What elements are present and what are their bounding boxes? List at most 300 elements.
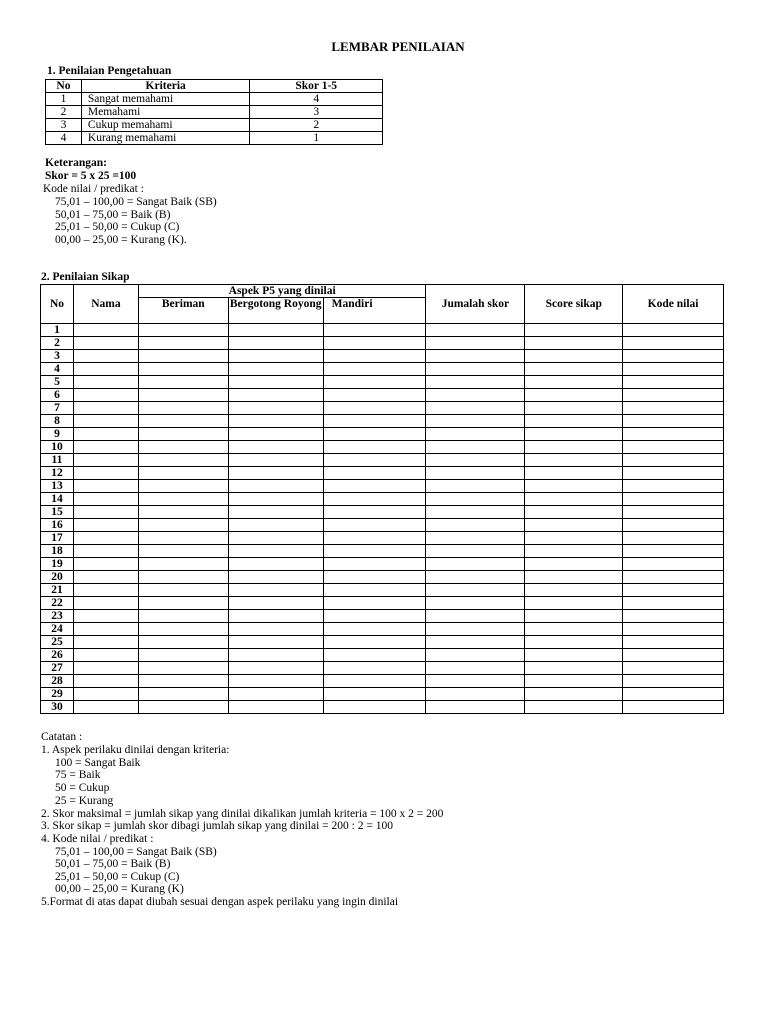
- cell-jumlah-skor[interactable]: [426, 558, 525, 571]
- cell-beriman[interactable]: [138, 701, 228, 714]
- cell-beriman[interactable]: [138, 402, 228, 415]
- header-beriman: Beriman: [138, 298, 228, 324]
- cell-kode-nilai[interactable]: [623, 688, 724, 701]
- cell-bergotong-royong[interactable]: [228, 584, 323, 597]
- cell-jumlah-skor[interactable]: [426, 441, 525, 454]
- table-row: [41, 649, 724, 662]
- cell-bergotong-royong[interactable]: [228, 402, 323, 415]
- cell-beriman[interactable]: [138, 428, 228, 441]
- cell-kode-nilai[interactable]: [623, 493, 724, 506]
- cell-beriman[interactable]: [138, 558, 228, 571]
- cell-mandiri[interactable]: [323, 337, 426, 350]
- cell-beriman[interactable]: [138, 441, 228, 454]
- table-row: [41, 558, 724, 571]
- cell-nama[interactable]: [73, 376, 138, 389]
- row-number: 7: [41, 402, 74, 415]
- cell-kode-nilai[interactable]: [623, 584, 724, 597]
- cell-kode-nilai[interactable]: [623, 675, 724, 688]
- cell-kode-nilai[interactable]: [623, 480, 724, 493]
- catatan-line: 4. Kode nilai / predikat :: [41, 833, 154, 845]
- cell-beriman[interactable]: [138, 493, 228, 506]
- cell-score-sikap[interactable]: [525, 701, 623, 714]
- cell-jumlah-skor[interactable]: [426, 350, 525, 363]
- cell-nama[interactable]: [73, 363, 138, 376]
- catatan-line: 25,01 – 50,00 = Cukup (C): [55, 871, 180, 883]
- cell-jumlah-skor[interactable]: [426, 571, 525, 584]
- row-number: 11: [41, 454, 74, 467]
- cell-mandiri[interactable]: [323, 389, 426, 402]
- table-row: [41, 675, 724, 688]
- cell-kode-nilai[interactable]: [623, 623, 724, 636]
- catatan-line: 50,01 – 75,00 = Baik (B): [55, 858, 171, 870]
- table-row: [41, 376, 724, 389]
- cell-bergotong-royong[interactable]: [228, 493, 323, 506]
- table-row: [41, 597, 724, 610]
- table-row: [41, 636, 724, 649]
- cell-jumlah-skor[interactable]: [426, 623, 525, 636]
- cell-kode-nilai[interactable]: [623, 636, 724, 649]
- cell-score-sikap[interactable]: [525, 532, 623, 545]
- table-row: [46, 132, 383, 145]
- table-row: [41, 519, 724, 532]
- row-number: 15: [41, 506, 74, 519]
- cell-nama[interactable]: [73, 441, 138, 454]
- cell-bergotong-royong[interactable]: [228, 636, 323, 649]
- cell-score-sikap[interactable]: [525, 324, 623, 337]
- cell-beriman[interactable]: [138, 519, 228, 532]
- row-number: 29: [41, 688, 74, 701]
- cell-beriman[interactable]: [138, 350, 228, 363]
- cell-score-sikap[interactable]: [525, 376, 623, 389]
- cell-score-sikap[interactable]: [525, 649, 623, 662]
- cell-score-sikap[interactable]: [525, 623, 623, 636]
- cell-jumlah-skor[interactable]: [426, 337, 525, 350]
- cell-beriman[interactable]: [138, 675, 228, 688]
- cell-mandiri[interactable]: [323, 623, 426, 636]
- cell-jumlah-skor[interactable]: [426, 649, 525, 662]
- cell-mandiri[interactable]: [323, 428, 426, 441]
- cell-bergotong-royong[interactable]: [228, 688, 323, 701]
- cell-bergotong-royong[interactable]: [228, 415, 323, 428]
- cell-score-sikap[interactable]: [525, 493, 623, 506]
- cell-nama[interactable]: [73, 519, 138, 532]
- cell-jumlah-skor[interactable]: [426, 493, 525, 506]
- cell-mandiri[interactable]: [323, 662, 426, 675]
- cell-score-sikap[interactable]: [525, 337, 623, 350]
- cell-score-sikap[interactable]: [525, 519, 623, 532]
- cell-nama[interactable]: [73, 649, 138, 662]
- cell-score-sikap[interactable]: [525, 389, 623, 402]
- header-aspek-group: Aspek P5 yang dinilai: [138, 285, 426, 298]
- header-jumlah-skor: Jumalah skor: [426, 285, 525, 324]
- cell-nama[interactable]: [73, 428, 138, 441]
- cell-jumlah-skor[interactable]: [426, 506, 525, 519]
- cell-score-sikap[interactable]: [525, 363, 623, 376]
- cell-mandiri[interactable]: [323, 571, 426, 584]
- row-number: 2: [41, 337, 74, 350]
- cell-beriman[interactable]: [138, 337, 228, 350]
- cell-nama[interactable]: [73, 480, 138, 493]
- cell-beriman[interactable]: [138, 363, 228, 376]
- cell-nama[interactable]: [73, 493, 138, 506]
- cell-bergotong-royong[interactable]: [228, 649, 323, 662]
- cell-bergotong-royong[interactable]: [228, 467, 323, 480]
- cell-score-sikap[interactable]: [525, 480, 623, 493]
- header-no: No: [41, 285, 74, 324]
- row-number: 13: [41, 480, 74, 493]
- catatan-line: 2. Skor maksimal = jumlah sikap yang dinilai dikalikan jumlah kriteria = 100 x 2 = 200: [41, 808, 444, 820]
- cell-score-sikap[interactable]: [525, 350, 623, 363]
- cell-score-sikap[interactable]: [525, 571, 623, 584]
- cell-nama[interactable]: [73, 636, 138, 649]
- cell-kode-nilai[interactable]: [623, 506, 724, 519]
- row-number: 14: [41, 493, 74, 506]
- cell-skor: 2: [250, 119, 383, 132]
- row-number: 3: [41, 350, 74, 363]
- cell-nama[interactable]: [73, 688, 138, 701]
- cell-beriman[interactable]: [138, 545, 228, 558]
- cell-jumlah-skor[interactable]: [426, 480, 525, 493]
- cell-bergotong-royong[interactable]: [228, 519, 323, 532]
- cell-beriman[interactable]: [138, 571, 228, 584]
- cell-mandiri[interactable]: [323, 545, 426, 558]
- cell-kode-nilai[interactable]: [623, 376, 724, 389]
- table-row: [41, 662, 724, 675]
- cell-jumlah-skor[interactable]: [426, 636, 525, 649]
- cell-beriman[interactable]: [138, 506, 228, 519]
- cell-mandiri[interactable]: [323, 610, 426, 623]
- cell-mandiri[interactable]: [323, 454, 426, 467]
- cell-kode-nilai[interactable]: [623, 519, 724, 532]
- cell-score-sikap[interactable]: [525, 558, 623, 571]
- cell-no: 1: [46, 93, 82, 106]
- cell-bergotong-royong[interactable]: [228, 337, 323, 350]
- header-kriteria: Kriteria: [81, 80, 250, 93]
- row-number: 22: [41, 597, 74, 610]
- cell-mandiri[interactable]: [323, 519, 426, 532]
- cell-skor: 4: [250, 93, 383, 106]
- cell-jumlah-skor[interactable]: [426, 454, 525, 467]
- cell-kriteria: Cukup memahami: [81, 119, 250, 132]
- cell-beriman[interactable]: [138, 649, 228, 662]
- cell-mandiri[interactable]: [323, 363, 426, 376]
- cell-jumlah-skor[interactable]: [426, 519, 525, 532]
- row-number: 16: [41, 519, 74, 532]
- cell-jumlah-skor[interactable]: [426, 363, 525, 376]
- row-number: 6: [41, 389, 74, 402]
- page-title: LEMBAR PENILAIAN: [331, 39, 465, 54]
- table-row: [41, 454, 724, 467]
- cell-score-sikap[interactable]: [525, 662, 623, 675]
- cell-skor: 1: [250, 132, 383, 145]
- cell-nama[interactable]: [73, 337, 138, 350]
- predikat-line: 75,01 – 100,00 = Sangat Baik (SB): [55, 196, 217, 208]
- cell-beriman[interactable]: [138, 688, 228, 701]
- cell-mandiri[interactable]: [323, 532, 426, 545]
- header-nama: Nama: [73, 285, 138, 324]
- catatan-line: 100 = Sangat Baik: [55, 757, 141, 769]
- cell-nama[interactable]: [73, 532, 138, 545]
- cell-beriman[interactable]: [138, 324, 228, 337]
- cell-kode-nilai[interactable]: [623, 324, 724, 337]
- catatan-line: 1. Aspek perilaku dinilai dengan kriteria:: [41, 744, 230, 756]
- header-kode-nilai: Kode nilai: [623, 285, 724, 324]
- cell-nama[interactable]: [73, 597, 138, 610]
- cell-nama[interactable]: [73, 571, 138, 584]
- cell-jumlah-skor[interactable]: [426, 597, 525, 610]
- cell-kode-nilai[interactable]: [623, 428, 724, 441]
- cell-kode-nilai[interactable]: [623, 415, 724, 428]
- cell-nama[interactable]: [73, 415, 138, 428]
- table-row: [41, 428, 724, 441]
- cell-mandiri[interactable]: [323, 350, 426, 363]
- catatan-line: 5.Format di atas dapat diubah sesuai dengan aspek perilaku yang ingin dinilai: [41, 896, 399, 908]
- cell-bergotong-royong[interactable]: [228, 363, 323, 376]
- cell-bergotong-royong[interactable]: [228, 532, 323, 545]
- cell-jumlah-skor[interactable]: [426, 610, 525, 623]
- cell-nama[interactable]: [73, 701, 138, 714]
- cell-beriman[interactable]: [138, 532, 228, 545]
- cell-kode-nilai[interactable]: [623, 441, 724, 454]
- cell-bergotong-royong[interactable]: [228, 701, 323, 714]
- row-number: 12: [41, 467, 74, 480]
- predikat-line: 00,00 – 25,00 = Kurang (K).: [55, 234, 187, 246]
- cell-beriman[interactable]: [138, 389, 228, 402]
- header-mandiri: Mandiri: [323, 298, 426, 324]
- table-row: [41, 402, 724, 415]
- cell-kode-nilai[interactable]: [623, 558, 724, 571]
- cell-mandiri[interactable]: [323, 558, 426, 571]
- row-number: 23: [41, 610, 74, 623]
- cell-kode-nilai[interactable]: [623, 532, 724, 545]
- cell-nama[interactable]: [73, 558, 138, 571]
- cell-score-sikap[interactable]: [525, 610, 623, 623]
- cell-kode-nilai[interactable]: [623, 662, 724, 675]
- table-row: [41, 506, 724, 519]
- cell-score-sikap[interactable]: [525, 545, 623, 558]
- cell-nama[interactable]: [73, 350, 138, 363]
- cell-no: 3: [46, 119, 82, 132]
- cell-jumlah-skor[interactable]: [426, 415, 525, 428]
- cell-kode-nilai[interactable]: [623, 337, 724, 350]
- cell-kode-nilai[interactable]: [623, 363, 724, 376]
- row-number: 25: [41, 636, 74, 649]
- cell-beriman[interactable]: [138, 662, 228, 675]
- table-row: [41, 701, 724, 714]
- cell-nama[interactable]: [73, 324, 138, 337]
- cell-kode-nilai[interactable]: [623, 350, 724, 363]
- cell-beriman[interactable]: [138, 467, 228, 480]
- cell-kode-nilai[interactable]: [623, 402, 724, 415]
- cell-bergotong-royong[interactable]: [228, 454, 323, 467]
- cell-bergotong-royong[interactable]: [228, 558, 323, 571]
- cell-score-sikap[interactable]: [525, 415, 623, 428]
- cell-jumlah-skor[interactable]: [426, 402, 525, 415]
- cell-nama[interactable]: [73, 402, 138, 415]
- cell-bergotong-royong[interactable]: [228, 571, 323, 584]
- table-row: [41, 337, 724, 350]
- cell-score-sikap[interactable]: [525, 506, 623, 519]
- cell-mandiri[interactable]: [323, 493, 426, 506]
- cell-nama[interactable]: [73, 545, 138, 558]
- cell-bergotong-royong[interactable]: [228, 480, 323, 493]
- cell-mandiri[interactable]: [323, 506, 426, 519]
- header-skor: Skor 1-5: [250, 80, 383, 93]
- table-row: [41, 610, 724, 623]
- row-number: 26: [41, 649, 74, 662]
- cell-beriman[interactable]: [138, 636, 228, 649]
- cell-bergotong-royong[interactable]: [228, 610, 323, 623]
- table-row: [41, 571, 724, 584]
- cell-nama[interactable]: [73, 610, 138, 623]
- cell-mandiri[interactable]: [323, 675, 426, 688]
- table-row: [41, 584, 724, 597]
- cell-score-sikap[interactable]: [525, 597, 623, 610]
- knowledge-table-header: [46, 80, 383, 93]
- kode-label: Kode nilai / predikat :: [43, 183, 144, 195]
- cell-score-sikap[interactable]: [525, 428, 623, 441]
- cell-no: 2: [46, 106, 82, 119]
- cell-score-sikap[interactable]: [525, 402, 623, 415]
- cell-jumlah-skor[interactable]: [426, 675, 525, 688]
- cell-beriman[interactable]: [138, 584, 228, 597]
- cell-beriman[interactable]: [138, 415, 228, 428]
- cell-bergotong-royong[interactable]: [228, 324, 323, 337]
- cell-jumlah-skor[interactable]: [426, 467, 525, 480]
- cell-bergotong-royong[interactable]: [228, 389, 323, 402]
- cell-bergotong-royong[interactable]: [228, 597, 323, 610]
- catatan-label: Catatan :: [41, 731, 83, 743]
- cell-kode-nilai[interactable]: [623, 467, 724, 480]
- cell-nama[interactable]: [73, 623, 138, 636]
- cell-bergotong-royong[interactable]: [228, 545, 323, 558]
- cell-jumlah-skor[interactable]: [426, 662, 525, 675]
- cell-mandiri[interactable]: [323, 324, 426, 337]
- table-row: [41, 532, 724, 545]
- cell-jumlah-skor[interactable]: [426, 324, 525, 337]
- cell-score-sikap[interactable]: [525, 584, 623, 597]
- cell-beriman[interactable]: [138, 610, 228, 623]
- table-row: [46, 106, 383, 119]
- cell-mandiri[interactable]: [323, 402, 426, 415]
- cell-jumlah-skor[interactable]: [426, 376, 525, 389]
- cell-bergotong-royong[interactable]: [228, 506, 323, 519]
- cell-jumlah-skor[interactable]: [426, 389, 525, 402]
- cell-kode-nilai[interactable]: [623, 610, 724, 623]
- cell-beriman[interactable]: [138, 623, 228, 636]
- cell-score-sikap[interactable]: [525, 454, 623, 467]
- cell-nama[interactable]: [73, 662, 138, 675]
- cell-score-sikap[interactable]: [525, 636, 623, 649]
- cell-jumlah-skor[interactable]: [426, 428, 525, 441]
- catatan-line: 00,00 – 25,00 = Kurang (K): [55, 883, 184, 895]
- cell-bergotong-royong[interactable]: [228, 623, 323, 636]
- cell-score-sikap[interactable]: [525, 441, 623, 454]
- cell-jumlah-skor[interactable]: [426, 532, 525, 545]
- cell-mandiri[interactable]: [323, 649, 426, 662]
- cell-mandiri[interactable]: [323, 584, 426, 597]
- table-row: [41, 324, 724, 337]
- cell-nama[interactable]: [73, 506, 138, 519]
- row-number: 5: [41, 376, 74, 389]
- cell-mandiri[interactable]: [323, 441, 426, 454]
- cell-mandiri[interactable]: [323, 480, 426, 493]
- cell-mandiri[interactable]: [323, 597, 426, 610]
- row-number: 19: [41, 558, 74, 571]
- cell-bergotong-royong[interactable]: [228, 675, 323, 688]
- row-number: 20: [41, 571, 74, 584]
- cell-kriteria: Kurang memahami: [81, 132, 250, 145]
- cell-nama[interactable]: [73, 675, 138, 688]
- keterangan-label: Keterangan:: [45, 157, 107, 169]
- catatan-line: 75,01 – 100,00 = Sangat Baik (SB): [55, 846, 217, 858]
- cell-beriman[interactable]: [138, 597, 228, 610]
- cell-bergotong-royong[interactable]: [228, 662, 323, 675]
- catatan-line: 50 = Cukup: [55, 782, 110, 794]
- table-row: [41, 467, 724, 480]
- cell-bergotong-royong[interactable]: [228, 428, 323, 441]
- row-number: 9: [41, 428, 74, 441]
- cell-beriman[interactable]: [138, 454, 228, 467]
- cell-score-sikap[interactable]: [525, 467, 623, 480]
- cell-mandiri[interactable]: [323, 415, 426, 428]
- cell-mandiri[interactable]: [323, 467, 426, 480]
- cell-kode-nilai[interactable]: [623, 545, 724, 558]
- cell-mandiri[interactable]: [323, 636, 426, 649]
- cell-score-sikap[interactable]: [525, 675, 623, 688]
- cell-bergotong-royong[interactable]: [228, 376, 323, 389]
- cell-beriman[interactable]: [138, 480, 228, 493]
- cell-jumlah-skor[interactable]: [426, 688, 525, 701]
- cell-jumlah-skor[interactable]: [426, 584, 525, 597]
- cell-bergotong-royong[interactable]: [228, 350, 323, 363]
- cell-nama[interactable]: [73, 389, 138, 402]
- cell-mandiri[interactable]: [323, 376, 426, 389]
- cell-nama[interactable]: [73, 454, 138, 467]
- table-row: [41, 350, 724, 363]
- attitude-table: [40, 284, 724, 714]
- table-row: [41, 389, 724, 402]
- cell-beriman[interactable]: [138, 376, 228, 389]
- cell-kode-nilai[interactable]: [623, 701, 724, 714]
- cell-jumlah-skor[interactable]: [426, 701, 525, 714]
- table-row: [41, 623, 724, 636]
- row-number: 30: [41, 701, 74, 714]
- cell-bergotong-royong[interactable]: [228, 441, 323, 454]
- row-number: 8: [41, 415, 74, 428]
- cell-kode-nilai[interactable]: [623, 389, 724, 402]
- skor-formula: Skor = 5 x 25 =100: [45, 170, 137, 182]
- cell-score-sikap[interactable]: [525, 688, 623, 701]
- cell-kode-nilai[interactable]: [623, 454, 724, 467]
- cell-kode-nilai[interactable]: [623, 597, 724, 610]
- knowledge-table: [45, 79, 383, 145]
- cell-nama[interactable]: [73, 584, 138, 597]
- cell-nama[interactable]: [73, 467, 138, 480]
- header-bergotong-royong: Bergotong Royong: [228, 298, 323, 324]
- table-row: [46, 119, 383, 132]
- table-row: [41, 441, 724, 454]
- table-row: [41, 480, 724, 493]
- cell-kode-nilai[interactable]: [623, 571, 724, 584]
- cell-mandiri[interactable]: [323, 701, 426, 714]
- cell-kode-nilai[interactable]: [623, 649, 724, 662]
- catatan-line: 3. Skor sikap = jumlah skor dibagi jumlah sikap yang dinilai = 200 : 2 = 100: [41, 820, 393, 832]
- row-number: 4: [41, 363, 74, 376]
- cell-mandiri[interactable]: [323, 688, 426, 701]
- predikat-line: 50,01 – 75,00 = Baik (B): [55, 209, 171, 221]
- cell-jumlah-skor[interactable]: [426, 545, 525, 558]
